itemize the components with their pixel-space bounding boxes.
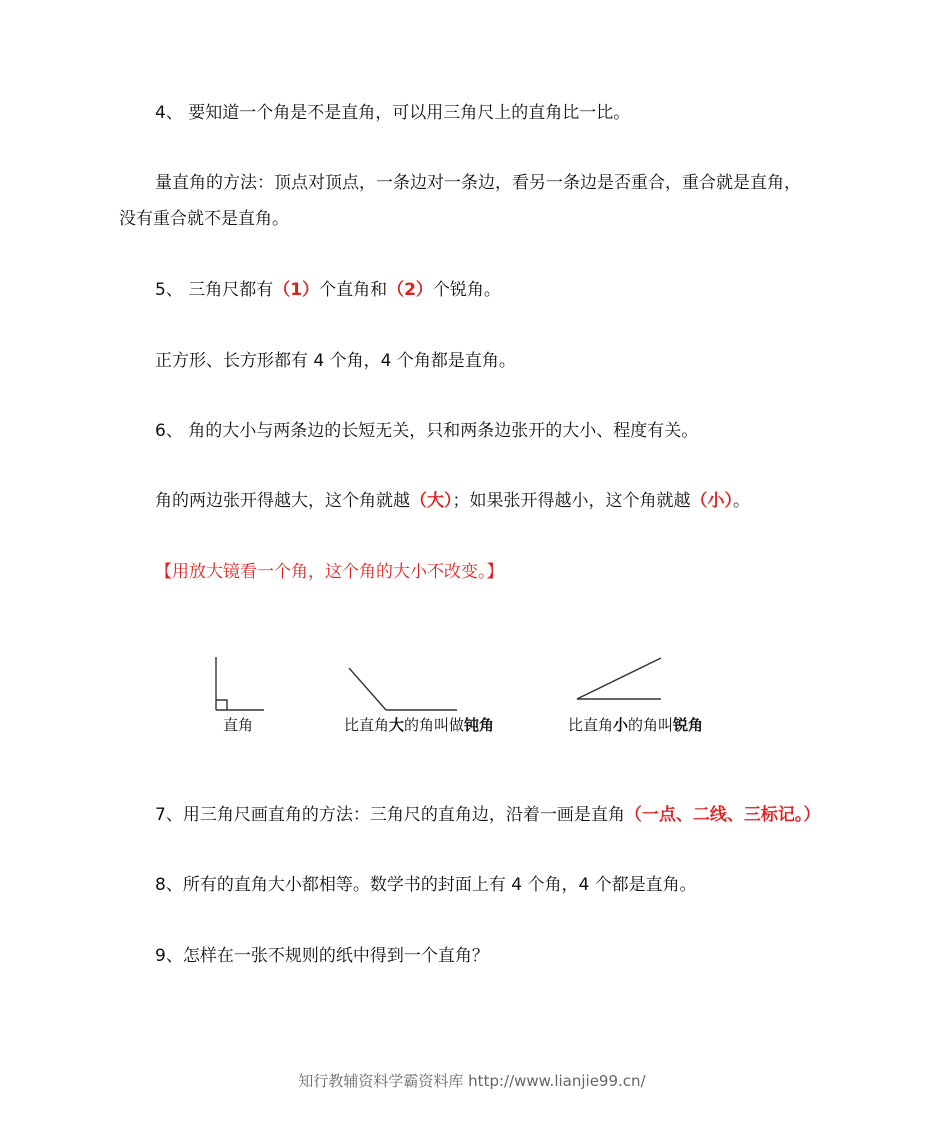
acute-caption-bold-1: 小 [613, 716, 629, 734]
obtuse-angle-figure [349, 668, 457, 710]
acute-angle-slanted-side [577, 658, 661, 699]
squares-text: 正方形、长方形都有 4 个角，4 个角都是直角。 [155, 351, 516, 371]
squares-line [155, 350, 516, 372]
item-5-answer-2: （2） [387, 280, 433, 300]
obtuse-caption-mid: 的角叫做 [404, 716, 465, 734]
size-rule-mid: ；如果张开得越小，这个角就越 [452, 491, 691, 511]
item-4 [155, 102, 630, 124]
right-angle-figure [216, 657, 264, 710]
item-5-pre: 5、 三角尺都有 [155, 280, 274, 300]
obtuse-caption-bold-1: 大 [389, 716, 405, 734]
right-angle-caption [223, 715, 253, 735]
method-line-2 [119, 208, 289, 230]
item-7-answer: （一点、二线、三标记。） [624, 805, 821, 825]
item-7 [155, 804, 820, 826]
size-rule-answer-2: （小） [690, 491, 733, 511]
item-6 [155, 420, 698, 442]
method-line-2-text: 没有重合就不是直角。 [119, 209, 289, 229]
item-9-text: 9、怎样在一张不规则的纸中得到一个直角？ [155, 946, 489, 966]
item-5 [155, 279, 501, 301]
right-angle-marker [216, 700, 227, 710]
size-rule-answer-1: （大） [410, 491, 453, 511]
obtuse-angle-slanted-side [349, 668, 386, 710]
item-8 [155, 874, 697, 896]
obtuse-angle-caption [344, 715, 494, 735]
item-4-text: 4、 要知道一个角是不是直角，可以用三角尺上的直角比一比。 [155, 103, 631, 123]
item-6-text: 6、 角的大小与两条边的长短无关，只和两条边张开的大小、程度有关。 [155, 421, 699, 441]
size-rule-pre: 角的两边张开得越大，这个角就越 [155, 491, 410, 511]
angle-figures [0, 640, 944, 720]
footer-text: 知行教辅资料学霸资料库 http://www.lianjie99.cn/ [298, 1072, 646, 1090]
item-5-mid: 个直角和 [319, 280, 388, 300]
method-line-1-text: 量直角的方法：顶点对顶点，一条边对一条边，看另一条边是否重合，重合就是直角， [155, 173, 801, 193]
size-rule [155, 490, 750, 512]
right-angle-caption-text: 直角 [223, 716, 254, 734]
acute-caption-pre: 比直角 [568, 716, 614, 734]
item-7-pre: 7、用三角尺画直角的方法：三角尺的直角边，沿着一画是直角 [155, 805, 625, 825]
acute-angle-caption [568, 715, 703, 735]
method-line-1 [155, 172, 801, 194]
item-5-post: 个锐角。 [432, 280, 501, 300]
obtuse-caption-pre: 比直角 [344, 716, 390, 734]
magnifier-note [155, 561, 504, 583]
size-rule-post: 。 [733, 491, 750, 511]
magnifier-note-text: 【用放大镜看一个角，这个角的大小不改变。】 [155, 562, 504, 582]
item-8-text: 8、所有的直角大小都相等。数学书的封面上有 4 个角，4 个都是直角。 [155, 875, 697, 895]
page-footer [0, 1070, 944, 1091]
acute-caption-mid: 的角叫 [628, 716, 674, 734]
acute-angle-figure [577, 658, 661, 699]
acute-caption-bold-2: 锐角 [673, 716, 704, 734]
item-5-answer-1: （1） [273, 280, 320, 300]
obtuse-caption-bold-2: 钝角 [464, 716, 495, 734]
item-9 [155, 945, 489, 967]
